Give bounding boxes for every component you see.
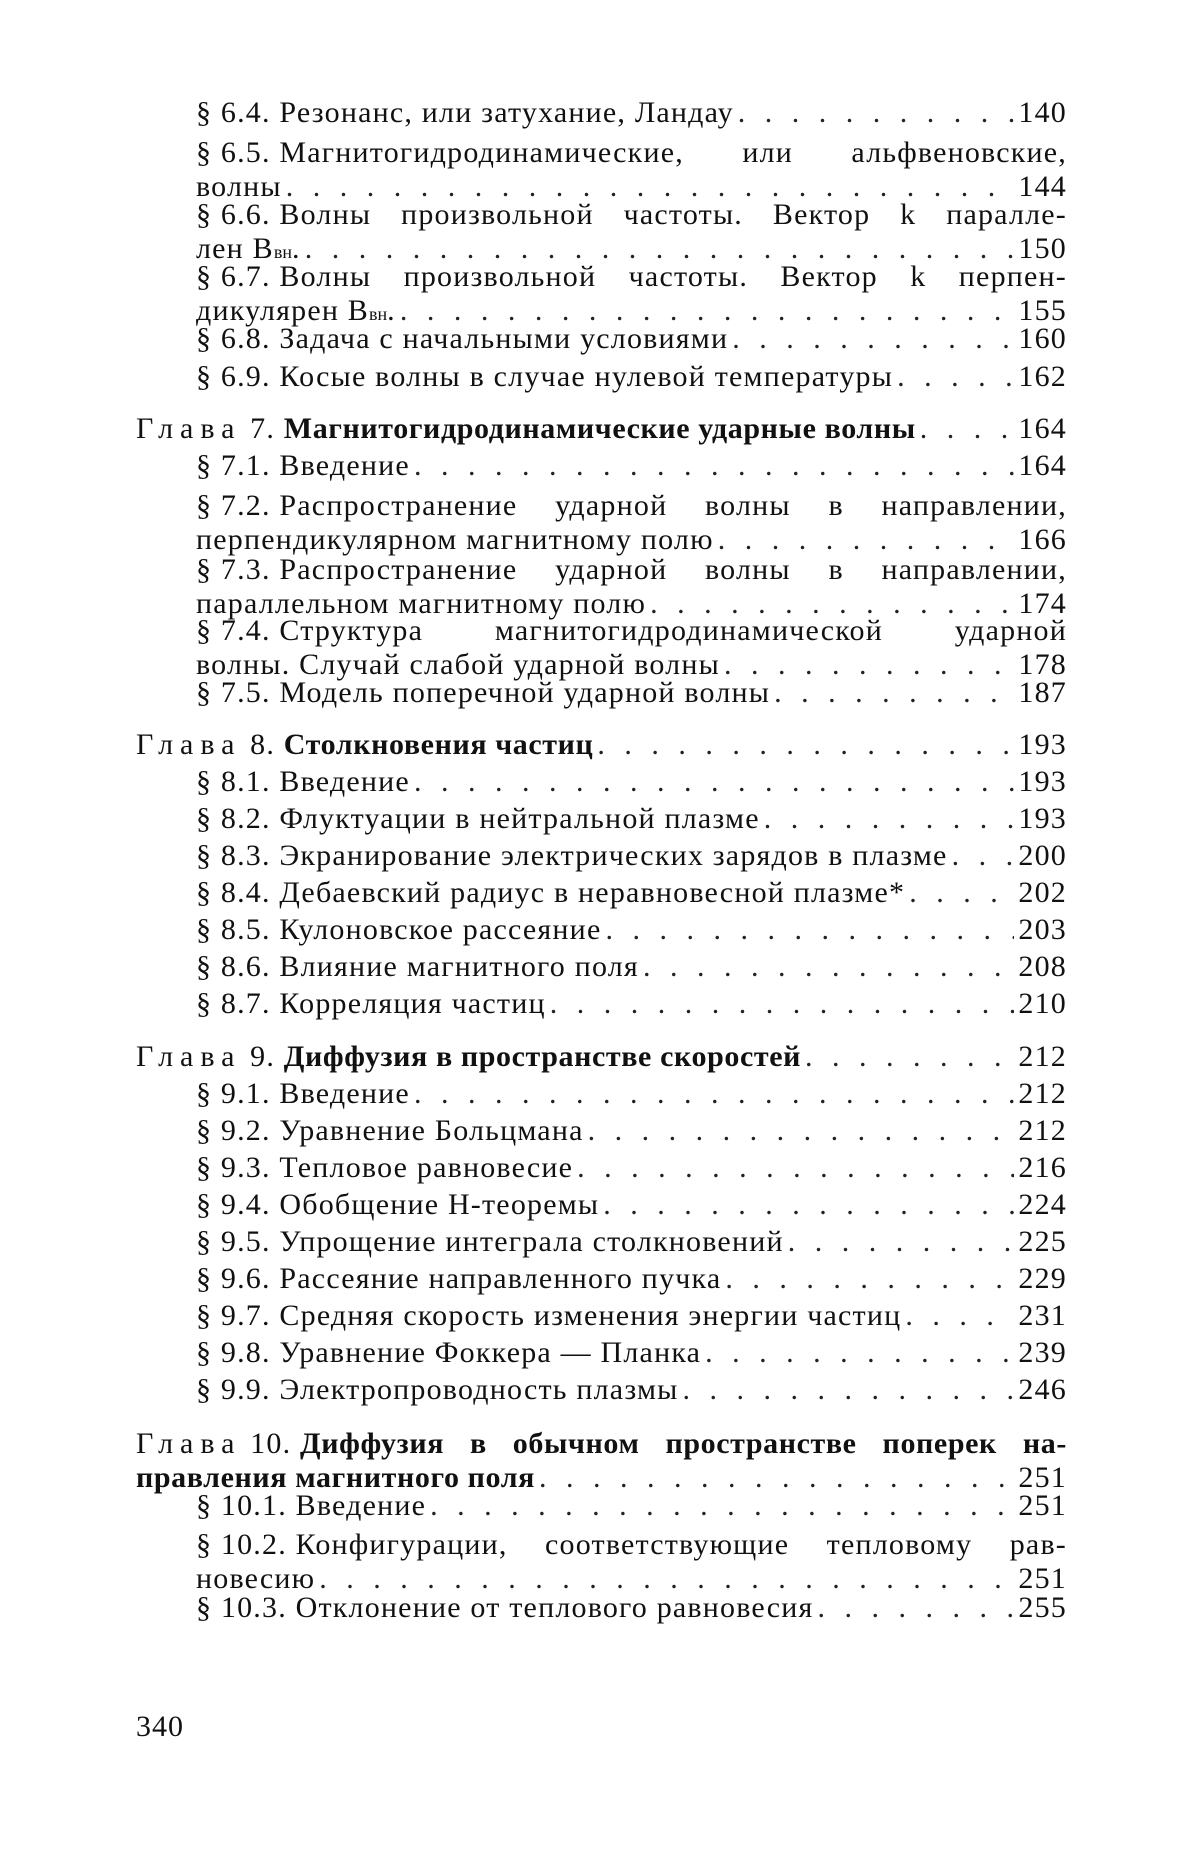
entry-title: новесию [196,1562,316,1595]
dot-leader [897,360,1014,394]
entry-page: 193 [1018,728,1067,761]
entry-number: § 9.7. [196,1299,280,1332]
entry-number: § 6.4. [196,96,280,129]
dot-leader [683,1373,1015,1407]
dot-leader [588,1114,1015,1148]
subscript: вн [369,304,388,324]
dot-leader [430,1489,1014,1523]
toc-line [196,322,1067,356]
toc-line [196,260,1067,294]
toc-section [196,1528,1067,1596]
toc-chapter [136,1427,1067,1495]
toc-section [196,676,1067,710]
entry-number: § 6.7. [196,260,280,293]
chapter-label: Глава [136,728,242,761]
toc-line [196,136,1067,170]
entry-page: 202 [1018,876,1067,909]
entry-title: Задача с начальными условиями [279,322,729,355]
entry-page: 155 [1018,294,1067,327]
entry-number: § 7.2. [196,489,280,522]
toc-section [196,449,1067,483]
toc-line [136,728,1067,762]
toc-section [196,765,1067,799]
toc-line [196,1262,1067,1296]
entry-title: Столкновения частиц [283,728,594,761]
dot-leader [414,1077,1014,1111]
entry-page: 174 [1018,587,1067,620]
entry-number: § 9.6. [196,1262,280,1295]
dot-leader [805,1040,1014,1074]
dot-leader [414,449,1014,483]
toc-section [196,987,1067,1021]
entry-page: 251 [1018,1562,1067,1595]
toc-section [196,839,1067,873]
toc-line [196,614,1067,648]
entry-number: 8. [241,728,284,761]
entry-page: 160 [1018,322,1067,355]
entry-title: Корреляция частиц [279,987,546,1020]
toc-line [196,1528,1067,1562]
toc-line [196,802,1067,836]
toc-section [196,1336,1067,1370]
dot-leader [738,96,1015,130]
entry-title: Тепловое равновесие [279,1151,574,1184]
entry-page: 150 [1018,232,1067,265]
entry-title: Флуктуации в нейтральной плазме [279,802,760,835]
entry-title: Кулоновское рассеяние [279,913,602,946]
toc-section [196,1262,1067,1296]
toc-line [196,1114,1067,1148]
entry-title: Средняя скорость изменения энергии частиц [279,1299,902,1332]
entry-number: 10. [241,1427,300,1460]
entry-page: 251 [1018,1461,1067,1494]
title-tail: . [387,294,396,327]
dot-leader [705,1336,1014,1370]
toc-section [196,1077,1067,1111]
toc-line [196,1151,1067,1185]
entry-title: Диффузия в обычном пространстве поперек на- [299,1427,1067,1460]
toc-line [196,1591,1067,1625]
entry-page: 178 [1018,648,1067,681]
toc-section [196,198,1067,266]
toc-line [196,96,1067,130]
entry-title: Магнитогидродинамические, или альфвеновские, [279,136,1067,169]
entry-number: § 8.3. [196,839,280,872]
entry-page: 164 [1018,412,1067,445]
toc-chapter [136,1040,1067,1074]
entry-number: § 7.4. [196,614,280,647]
toc-line [196,1489,1067,1523]
toc-chapter [136,412,1067,446]
dot-leader [909,876,1014,910]
dot-leader [718,523,1015,557]
toc-section [196,1373,1067,1407]
entry-page: 164 [1018,449,1067,482]
toc-chapter [136,728,1067,762]
entry-page: 224 [1018,1188,1067,1221]
entry-title: дикулярен B [196,294,369,327]
entry-title: Обобщение H-теоремы [279,1188,600,1221]
entry-title: Косые волны в случае нулевой температуры [279,360,894,393]
dot-leader [597,728,1014,762]
entry-page: 212 [1018,1040,1067,1073]
entry-number: § 7.3. [196,553,280,586]
toc-line [196,1336,1067,1370]
entry-number: § 6.8. [196,322,280,355]
entry-page: 246 [1018,1373,1067,1406]
toc-line [196,489,1067,523]
entry-page: 212 [1018,1077,1067,1110]
entry-title: Электропроводность плазмы [279,1373,679,1406]
entry-title: Волны произвольной частоты. Вектор k паралле- [279,198,1067,231]
toc-section [196,489,1067,557]
entry-page: 166 [1018,523,1067,556]
toc-section [196,950,1067,984]
entry-page: 140 [1018,96,1067,129]
dot-leader [550,987,1015,1021]
entry-title: параллельном магнитному полю [196,587,647,620]
entry-title: Волны произвольной частоты. Вектор k перпен- [279,260,1067,293]
toc-line [196,1077,1067,1111]
toc-section [196,322,1067,356]
toc-section [196,1114,1067,1148]
entry-page: 251 [1018,1489,1067,1522]
entry-title: правления магнитного поля [136,1461,535,1494]
entry-number: 9. [241,1040,284,1073]
entry-number: § 6.9. [196,360,280,393]
entry-title: Введение [279,1077,410,1110]
entry-page: 144 [1018,170,1067,203]
entry-title: Магнитогидродинамические ударные волны [283,412,916,445]
entry-number: § 8.6. [196,950,280,983]
entry-number: § 9.8. [196,1336,280,1369]
toc-line [196,360,1067,394]
entry-number: § 8.1. [196,765,280,798]
entry-page: 216 [1018,1151,1067,1184]
entry-number: § 9.4. [196,1188,280,1221]
entry-number: § 7.5. [196,676,280,709]
entry-title: Диффузия в пространстве скоростей [283,1040,802,1073]
entry-page: 210 [1018,987,1067,1020]
toc-line [136,1427,1067,1461]
entry-title: Экранирование электрических зарядов в плазме [279,839,948,872]
entry-number: § 8.2. [196,802,280,835]
dot-leader [414,765,1014,799]
toc-line [196,449,1067,483]
dot-leader [905,1299,1014,1333]
entry-page: 200 [1018,839,1067,872]
toc-section [196,876,1067,910]
dot-leader [577,1151,1014,1185]
entry-number: § 6.6. [196,198,280,231]
toc-section [196,802,1067,836]
toc-section [196,1299,1067,1333]
toc-line [196,950,1067,984]
toc-section [196,1225,1067,1259]
toc-section [196,1188,1067,1222]
entry-title: волны. Случай слабой ударной волны [196,648,720,681]
chapter-label: Глава [136,1427,242,1460]
entry-title: лен B [196,232,274,265]
toc-section [196,260,1067,328]
entry-number: § 9.1. [196,1077,280,1110]
toc-line [196,987,1067,1021]
toc-line [196,765,1067,799]
entry-title: Дебаевский радиус в неравновесной плазме* [279,876,906,909]
chapter-label: Глава [136,412,242,445]
dot-leader [817,1591,1014,1625]
toc-line [196,676,1067,710]
toc-section [196,96,1067,130]
entry-page: 203 [1018,913,1067,946]
entry-page: 193 [1018,802,1067,835]
entry-number: § 10.3. [196,1591,296,1624]
toc-line [196,198,1067,232]
toc-line [196,876,1067,910]
entry-page: 229 [1018,1262,1067,1295]
entry-title: Распространение ударной волны в направлении, [279,553,1067,586]
entry-page: 225 [1018,1225,1067,1258]
toc-section [196,1151,1067,1185]
entry-title: Отклонение от теплового равновесия [295,1591,814,1624]
entry-title: Модель поперечной ударной волны [279,676,771,709]
entry-title: волны [196,170,282,203]
entry-title: перпендикулярном магнитному полю [196,523,714,556]
toc-section [196,1591,1067,1625]
toc-line [196,523,1067,557]
entry-title: Введение [279,765,410,798]
toc-line [196,913,1067,947]
entry-page: 187 [1018,676,1067,709]
entry-title: Структура магнитогидродинамической ударной [279,614,1067,647]
toc-line [136,412,1067,446]
toc-line [196,1299,1067,1333]
toc-line [136,1040,1067,1074]
toc-section [196,360,1067,394]
entry-title: Уравнение Фоккера — Планка [279,1336,702,1369]
toc-line [196,1188,1067,1222]
entry-number: § 10.2. [196,1528,296,1561]
toc-section [196,913,1067,947]
entry-title: Введение [295,1489,427,1522]
entry-title: Рассеяние направленного пучка [279,1262,722,1295]
entry-number: § 9.5. [196,1225,280,1258]
toc-line [196,553,1067,587]
subscript: вн [273,242,292,262]
entry-title: Конфигурации, соответствующие тепловому рав- [295,1528,1067,1561]
entry-title: Влияние магнитного поля [279,950,639,983]
chapter-label: Глава [136,1040,242,1073]
entry-page: 193 [1018,765,1067,798]
entry-number: § 7.1. [196,449,280,482]
dot-leader [788,1225,1015,1259]
entry-page: 208 [1018,950,1067,983]
entry-number: § 8.5. [196,913,280,946]
entry-number: § 10.1. [196,1489,296,1522]
entry-number: 7. [241,412,284,445]
toc-line [196,1373,1067,1407]
dot-leader [603,1188,1014,1222]
entry-number: § 9.9. [196,1373,280,1406]
toc-section [196,614,1067,682]
page-number: 340 [136,1710,184,1743]
dot-leader [952,839,1015,873]
toc-line [196,1225,1067,1259]
dot-leader [643,950,1014,984]
entry-number: § 9.3. [196,1151,280,1184]
entry-number: § 6.5. [196,136,280,169]
entry-title: Резонанс, или затухание, Ландау [279,96,734,129]
dot-leader [725,1262,1014,1296]
entry-page: 212 [1018,1114,1067,1147]
dot-leader [732,322,1014,356]
dot-leader [605,913,1014,947]
toc-section [196,136,1067,204]
entry-page: 231 [1018,1299,1067,1332]
entry-title: Уравнение Больцмана [279,1114,584,1147]
entry-number: § 8.4. [196,876,280,909]
entry-title: Введение [279,449,410,482]
toc-line [196,839,1067,873]
entry-title: Распространение ударной волны в направлении, [279,489,1067,522]
entry-number: § 9.2. [196,1114,280,1147]
entry-number: § 8.7. [196,987,280,1020]
entry-page: 255 [1018,1591,1067,1624]
dot-leader [920,412,1015,446]
entry-title: Упрощение интеграла столкновений [279,1225,784,1258]
toc-section [196,1489,1067,1523]
entry-page: 162 [1018,360,1067,393]
title-tail: . [292,232,301,265]
toc-section [196,553,1067,621]
entry-page: 239 [1018,1336,1067,1369]
dot-leader [764,802,1015,836]
dot-leader [774,676,1014,710]
